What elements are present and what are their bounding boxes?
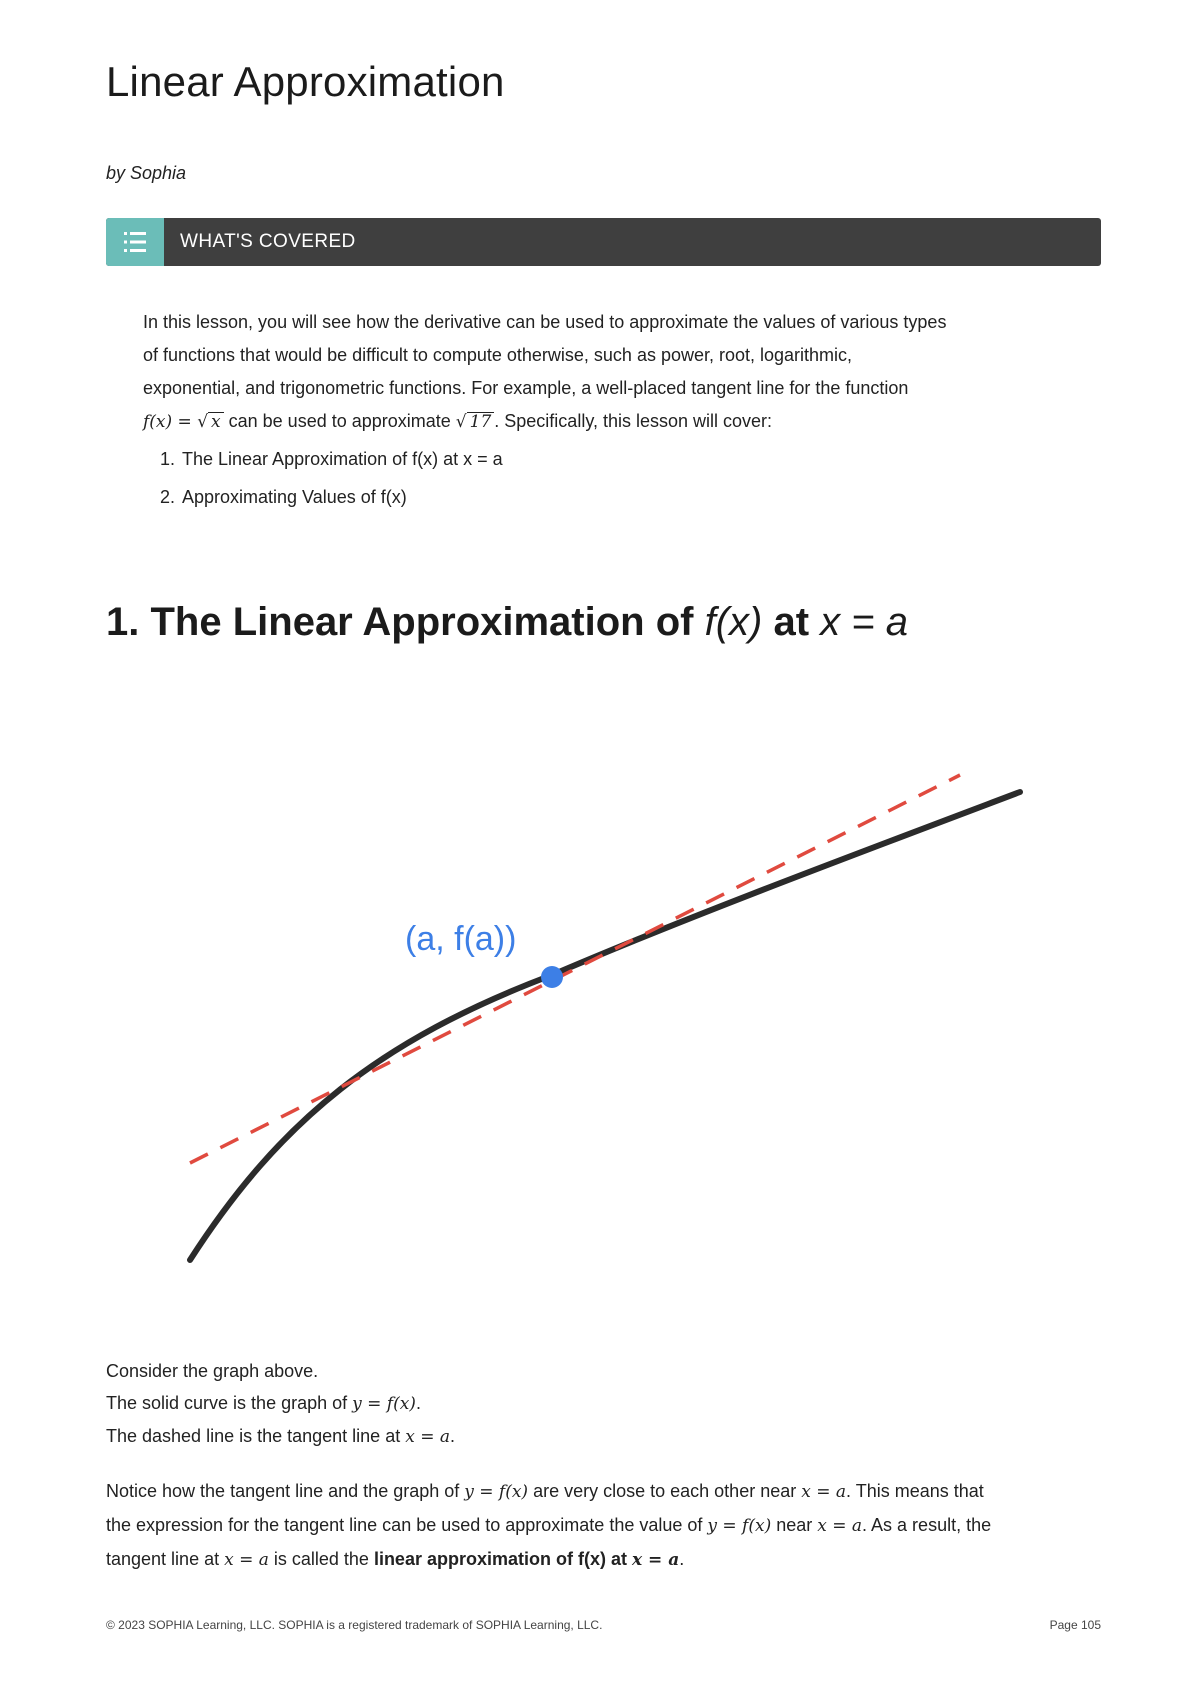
text-line: Consider the graph above.: [106, 1361, 319, 1381]
sqrt-symbol: √: [197, 412, 209, 432]
point-label: (a, f(a)): [405, 920, 517, 958]
section-number: 1.: [106, 600, 140, 644]
text-span: . As a result, the: [862, 1515, 992, 1535]
section-text: The Linear Approximation of: [150, 600, 705, 644]
math-expression: y = f(x): [464, 1482, 529, 1502]
section-math-eq: x = a: [820, 600, 908, 644]
list-icon: [106, 218, 164, 266]
section-math-fx: f(x): [704, 600, 763, 644]
intro-line: exponential, and trigonometric functions. For example, a well-placed tangent line for the function: [143, 378, 909, 398]
graph-description: [106, 1355, 1106, 1453]
text-line: [106, 1420, 1106, 1453]
math-expression: x = a: [817, 1516, 863, 1536]
text-span: .: [415, 1393, 421, 1413]
math-expression: y = f(x): [352, 1394, 416, 1414]
explanation-paragraph: [106, 1475, 1106, 1577]
whats-covered-bar: [106, 218, 1101, 266]
text-span: The solid curve is the graph of: [106, 1393, 353, 1413]
text-span: Notice how the tangent line and the graph of: [106, 1481, 465, 1501]
whats-covered-label: WHAT'S COVERED: [180, 231, 356, 252]
math-expression: x = a: [801, 1482, 847, 1502]
intro-text: . Specifically, this lesson will cover:: [494, 411, 773, 431]
math-sqrt-arg: x: [208, 412, 224, 431]
text-span: are very close to each other near: [528, 1481, 802, 1501]
intro-text: can be used to approximate: [223, 411, 456, 431]
list-text: The Linear Approximation of f(x) at x = a: [182, 449, 503, 469]
text-span: is called the: [268, 1549, 374, 1569]
text-line: [106, 1387, 1106, 1420]
list-number: 2.: [160, 487, 176, 507]
intro-line: [143, 405, 1073, 439]
math-function: f(x) =: [143, 412, 198, 432]
byline: by Sophia: [106, 163, 187, 183]
text-span: near: [771, 1515, 818, 1535]
tangent-point: [541, 966, 563, 988]
page-number: Page 105: [1049, 1618, 1101, 1632]
key-term: linear approximation of f(x) at: [373, 1549, 627, 1569]
math-approx-arg: 17: [467, 412, 495, 431]
text-span: .: [679, 1549, 685, 1569]
math-expression: y = f(x): [707, 1516, 772, 1536]
list-text: Approximating Values of f(x): [182, 487, 407, 507]
text-span: . This means that: [846, 1481, 984, 1501]
intro-line: of functions that would be difficult to compute otherwise, such as power, root, logarithmic,: [143, 345, 853, 365]
list-number: 1.: [160, 449, 176, 469]
intro-line: In this lesson, you will see how the derivative can be used to approximate the values of various types: [143, 312, 947, 332]
footer-copyright: © 2023 SOPHIA Learning, LLC. SOPHIA is a registered trademark of SOPHIA Learning, LLC.: [106, 1618, 603, 1632]
function-curve: [190, 792, 1020, 1260]
section-text: at: [762, 600, 821, 644]
text-span: the expression for the tangent line can be used to approximate the value of: [106, 1515, 708, 1535]
math-expression: x = a: [224, 1550, 269, 1570]
tangent-line: [190, 775, 960, 1163]
text-span: tangent line at: [106, 1549, 225, 1569]
text-line: [106, 1509, 1106, 1543]
covered-list: [160, 443, 503, 519]
section-heading: [106, 600, 908, 645]
text-line: [106, 1475, 1106, 1509]
tangent-line-graph: [160, 740, 1040, 1280]
text-span: The dashed line is the tangent line at: [106, 1426, 406, 1446]
list-item: [160, 443, 503, 481]
math-expression: x = a: [631, 1550, 680, 1570]
text-span: .: [450, 1426, 456, 1446]
text-line: [106, 1543, 1106, 1577]
list-item: [160, 481, 503, 519]
math-expression: x = a: [405, 1427, 450, 1447]
sqrt-symbol: √: [455, 412, 467, 432]
page-title: Linear Approximation: [106, 58, 505, 105]
intro-paragraph: [143, 306, 1073, 439]
